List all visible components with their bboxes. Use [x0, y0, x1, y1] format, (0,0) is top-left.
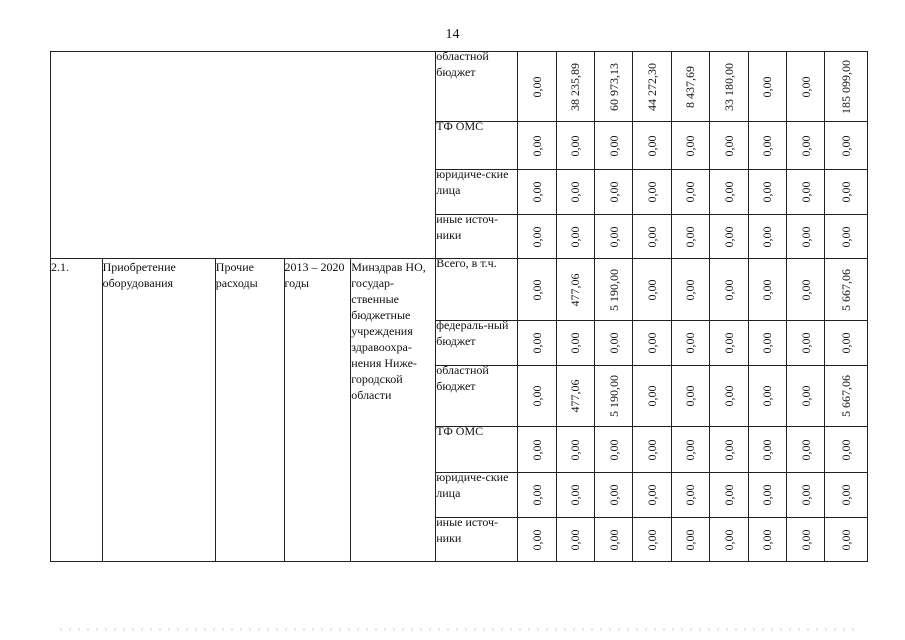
value-cell: 0,00	[748, 259, 786, 321]
value-cell: 5 667,06	[825, 259, 868, 321]
value-cell: 0,00	[518, 259, 556, 321]
source-cell: областной бюджет	[436, 52, 518, 122]
value-cell: 0,00	[786, 52, 824, 122]
value-cell: 0,00	[748, 215, 786, 259]
value-cell: 0,00	[633, 215, 671, 259]
value-cell: 0,00	[710, 122, 748, 170]
value-cell: 0,00	[786, 170, 824, 215]
value-cell: 0,00	[594, 215, 632, 259]
value-cell: 0,00	[786, 122, 824, 170]
value-cell: 0,00	[556, 122, 594, 170]
value-cell: 0,00	[786, 427, 824, 473]
value-cell: 0,00	[518, 215, 556, 259]
value-cell: 0,00	[786, 366, 824, 427]
value-cell: 5 667,06	[825, 366, 868, 427]
value-cell: 477,06	[556, 366, 594, 427]
value-cell: 0,00	[556, 427, 594, 473]
value-cell: 0,00	[556, 321, 594, 366]
value-cell: 0,00	[556, 473, 594, 518]
value-cell: 0,00	[671, 366, 709, 427]
value-cell: 0,00	[594, 473, 632, 518]
value-cell: 0,00	[671, 518, 709, 562]
value-cell: 0,00	[748, 366, 786, 427]
value-cell: 0,00	[518, 52, 556, 122]
value-cell: 0,00	[633, 473, 671, 518]
value-cell: 0,00	[671, 427, 709, 473]
value-cell: 0,00	[786, 259, 824, 321]
value-cell: 44 272,30	[633, 52, 671, 122]
item-name: Приобретение оборудования	[102, 259, 215, 562]
value-cell: 0,00	[748, 473, 786, 518]
table-row	[51, 52, 868, 122]
value-cell: 0,00	[671, 259, 709, 321]
value-cell: 0,00	[710, 215, 748, 259]
value-cell: 0,00	[786, 473, 824, 518]
value-cell: 0,00	[518, 170, 556, 215]
value-cell: 0,00	[633, 518, 671, 562]
value-cell: 0,00	[518, 366, 556, 427]
source-cell: ТФ ОМС	[436, 122, 518, 170]
value-cell: 0,00	[594, 321, 632, 366]
value-cell: 0,00	[825, 427, 868, 473]
table-row	[51, 259, 868, 321]
value-cell: 0,00	[825, 122, 868, 170]
value-cell: 0,00	[518, 427, 556, 473]
value-cell: 0,00	[518, 122, 556, 170]
value-cell: 0,00	[518, 473, 556, 518]
value-cell: 8 437,69	[671, 52, 709, 122]
value-cell: 0,00	[556, 170, 594, 215]
value-cell: 0,00	[633, 321, 671, 366]
value-cell: 0,00	[594, 427, 632, 473]
value-cell: 0,00	[748, 518, 786, 562]
value-cell: 0,00	[671, 215, 709, 259]
value-cell: 0,00	[633, 427, 671, 473]
source-cell: иные источ-ники	[436, 215, 518, 259]
value-cell: 0,00	[556, 518, 594, 562]
value-cell: 0,00	[633, 259, 671, 321]
source-cell: иные источ-ники	[436, 518, 518, 562]
value-cell: 185 099,00	[825, 52, 868, 122]
period: 2013 – 2020 годы	[284, 259, 351, 562]
value-cell: 0,00	[671, 321, 709, 366]
value-cell: 0,00	[748, 122, 786, 170]
value-cell: 0,00	[825, 473, 868, 518]
source-cell: юридиче-ские лица	[436, 170, 518, 215]
value-cell: 0,00	[594, 122, 632, 170]
value-cell: 0,00	[786, 518, 824, 562]
value-cell: 38 235,89	[556, 52, 594, 122]
source-cell: областной бюджет	[436, 366, 518, 427]
value-cell: 0,00	[633, 366, 671, 427]
value-cell: 0,00	[671, 473, 709, 518]
value-cell: 0,00	[594, 170, 632, 215]
value-cell: 0,00	[633, 122, 671, 170]
value-cell: 0,00	[671, 170, 709, 215]
value-cell: 33 180,00	[710, 52, 748, 122]
value-cell: 0,00	[748, 52, 786, 122]
empty-merged-cell	[51, 52, 436, 259]
value-cell: 0,00	[825, 215, 868, 259]
value-cell: 0,00	[671, 122, 709, 170]
value-cell: 0,00	[710, 321, 748, 366]
scan-noise	[60, 628, 860, 631]
value-cell: 0,00	[556, 215, 594, 259]
value-cell: 0,00	[710, 170, 748, 215]
value-cell: 0,00	[710, 259, 748, 321]
value-cell: 477,06	[556, 259, 594, 321]
item-number: 2.1.	[51, 259, 103, 562]
value-cell: 0,00	[518, 321, 556, 366]
value-cell: 0,00	[786, 321, 824, 366]
value-cell: 0,00	[825, 518, 868, 562]
value-cell: 5 190,00	[594, 259, 632, 321]
value-cell: 0,00	[748, 170, 786, 215]
value-cell: 0,00	[748, 321, 786, 366]
value-cell: 0,00	[710, 427, 748, 473]
value-cell: 5 190,00	[594, 366, 632, 427]
value-cell: 0,00	[594, 518, 632, 562]
value-cell: 0,00	[633, 170, 671, 215]
value-cell: 0,00	[710, 366, 748, 427]
source-cell: ТФ ОМС	[436, 427, 518, 473]
value-cell: 0,00	[786, 215, 824, 259]
value-cell: 0,00	[710, 473, 748, 518]
source-cell: федераль-ный бюджет	[436, 321, 518, 366]
value-cell: 0,00	[518, 518, 556, 562]
executor: Минздрав НО, государ-ственные бюджетные учреждения здравоохра-нения Ниже-городской области	[351, 259, 436, 562]
value-cell: 0,00	[710, 518, 748, 562]
value-cell: 60 973,13	[594, 52, 632, 122]
value-cell: 0,00	[748, 427, 786, 473]
value-cell: 0,00	[825, 321, 868, 366]
expense-type: Прочие расходы	[215, 259, 284, 562]
value-cell: 0,00	[825, 170, 868, 215]
budget-table	[50, 51, 868, 562]
source-cell: Всего, в т.ч.	[436, 259, 518, 321]
page-number: 14	[445, 27, 460, 42]
source-cell: юридиче-ские лица	[436, 473, 518, 518]
